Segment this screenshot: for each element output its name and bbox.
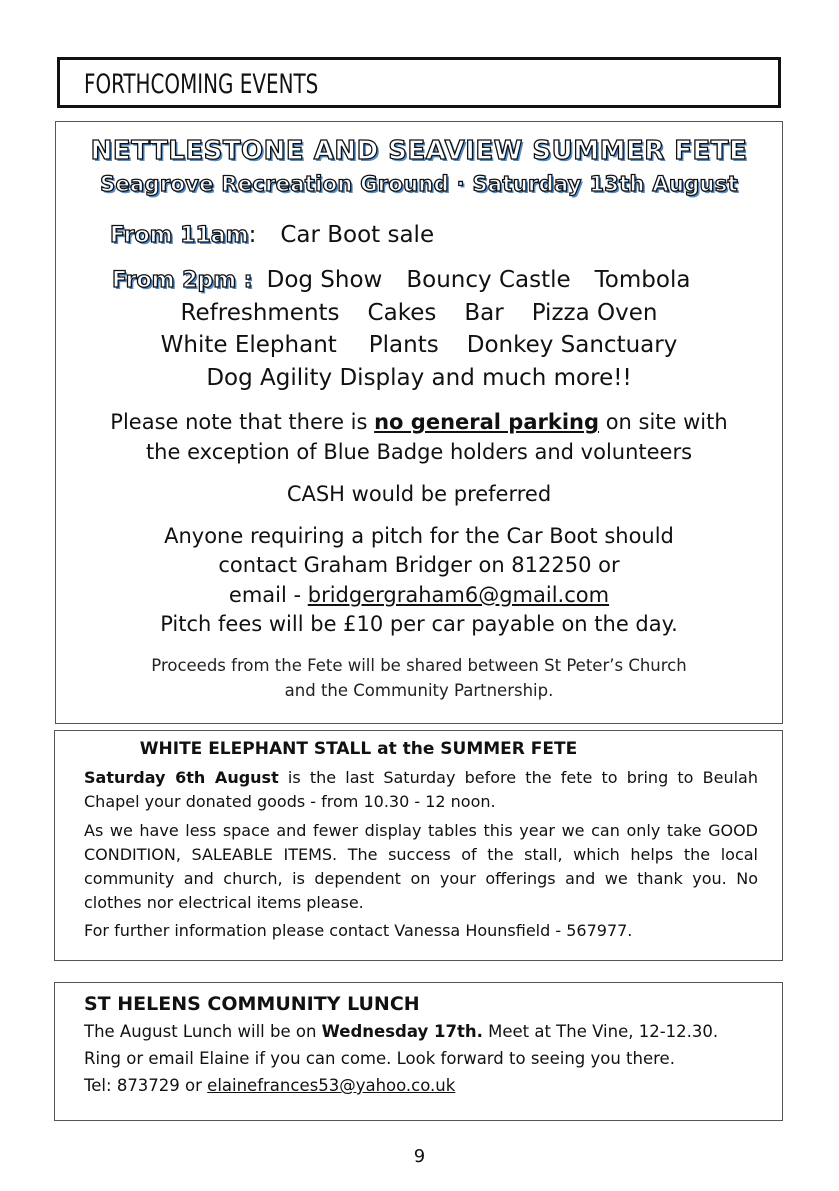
white-elephant-p1 — [84, 766, 758, 814]
from-2pm-label: From 2pm : — [112, 268, 253, 293]
attractions-line-4: Dog Agility Display and much more!! — [206, 365, 632, 391]
pitch-line-2: contact Graham Bridger on 812250 or — [218, 553, 620, 577]
attraction-item: White Elephant — [160, 332, 337, 358]
lunch-date: Wednesday 17th. — [321, 1022, 483, 1041]
parking-line-2: the exception of Blue Badge holders and volunteers — [145, 440, 693, 464]
elaine-email-link[interactable]: elainefrances53@yahoo.co.uk — [207, 1076, 456, 1095]
parking-line-1 — [56, 410, 782, 434]
email-prefix: email - — [228, 583, 308, 607]
car-boot-text: Car Boot sale — [280, 222, 435, 248]
attractions-line-2 — [56, 300, 782, 326]
from-11am-label: From 11am — [110, 223, 249, 248]
pitch-line-4: Pitch fees will be £10 per car payable on the day. — [160, 612, 678, 636]
drop-off-text: is the last Saturday before the fete to bring to Beulah Chapel your donated goods - from 10.30 - 12 noon. — [84, 768, 758, 811]
section-title: FORTHCOMING EVENTS — [84, 69, 319, 100]
cash-note: CASH would be preferred — [286, 482, 552, 506]
lunch-line-2: Ring or email Elaine if you can come. Look forward to seeing you there. — [84, 1049, 675, 1068]
from-11am-colon: : — [248, 222, 257, 248]
white-elephant-p2: As we have less space and fewer display tables this year we can only take GOOD CONDITION, SALEABLE ITEMS. The success of the stall, which helps the local community and church, is dependent on your offerings and we thank you. No clothes nor electrical items please. — [84, 821, 758, 912]
attraction-item: Bouncy Castle — [406, 267, 571, 293]
attraction-item: Plants — [368, 332, 439, 358]
lunch-line-1 — [84, 1022, 718, 1041]
lunch-tel: Tel: 873729 or — [84, 1076, 208, 1095]
page-number: 9 — [413, 1146, 426, 1167]
proceeds-line-2: and the Community Partnership. — [284, 681, 554, 700]
no-general-parking: no general parking — [374, 410, 600, 434]
lunch-line-3 — [84, 1076, 455, 1095]
attraction-item: Tombola — [594, 267, 691, 293]
pitch-line-1: Anyone requiring a pitch for the Car Boot should — [164, 524, 674, 548]
fete-title: NETTLESTONE AND SEAVIEW SUMMER FETE — [90, 136, 748, 166]
white-elephant-title: WHITE ELEPHANT STALL at the SUMMER FETE — [139, 739, 578, 759]
attraction-item: Refreshments — [180, 300, 340, 326]
attraction-item: Dog Show — [266, 267, 383, 293]
attraction-item: Cakes — [367, 300, 437, 326]
parking-text: on site with — [599, 410, 728, 434]
fete-notice — [55, 121, 783, 724]
white-elephant-p3: For further information please contact Vanessa Hounsfield - 567977. — [84, 921, 633, 940]
proceeds-line-1: Proceeds from the Fete will be shared between St Peter’s Church — [151, 656, 687, 675]
attraction-item: Donkey Sanctuary — [466, 332, 678, 358]
lunch-title: ST HELENS COMMUNITY LUNCH — [84, 993, 420, 1015]
parking-text: Please note that there is — [110, 410, 375, 434]
attraction-item: Bar — [464, 300, 504, 326]
graham-email-link[interactable]: bridgergraham6@gmail.com — [307, 583, 610, 607]
from-2pm-line — [112, 267, 690, 293]
white-elephant-notice — [54, 730, 783, 961]
lunch-text: Meet at The Vine, 12-12.30. — [482, 1022, 719, 1041]
community-lunch-notice — [54, 982, 783, 1121]
fete-subtitle: Seagrove Recreation Ground · Saturday 13th August — [100, 172, 738, 196]
drop-off-date: Saturday 6th August — [84, 768, 279, 787]
section-header — [57, 57, 781, 108]
attraction-item: Pizza Oven — [531, 300, 658, 326]
from-11am-line — [110, 222, 434, 248]
lunch-text: The August Lunch will be on — [84, 1022, 322, 1041]
pitch-line-3 — [56, 583, 782, 607]
attractions-line-3 — [56, 332, 782, 358]
